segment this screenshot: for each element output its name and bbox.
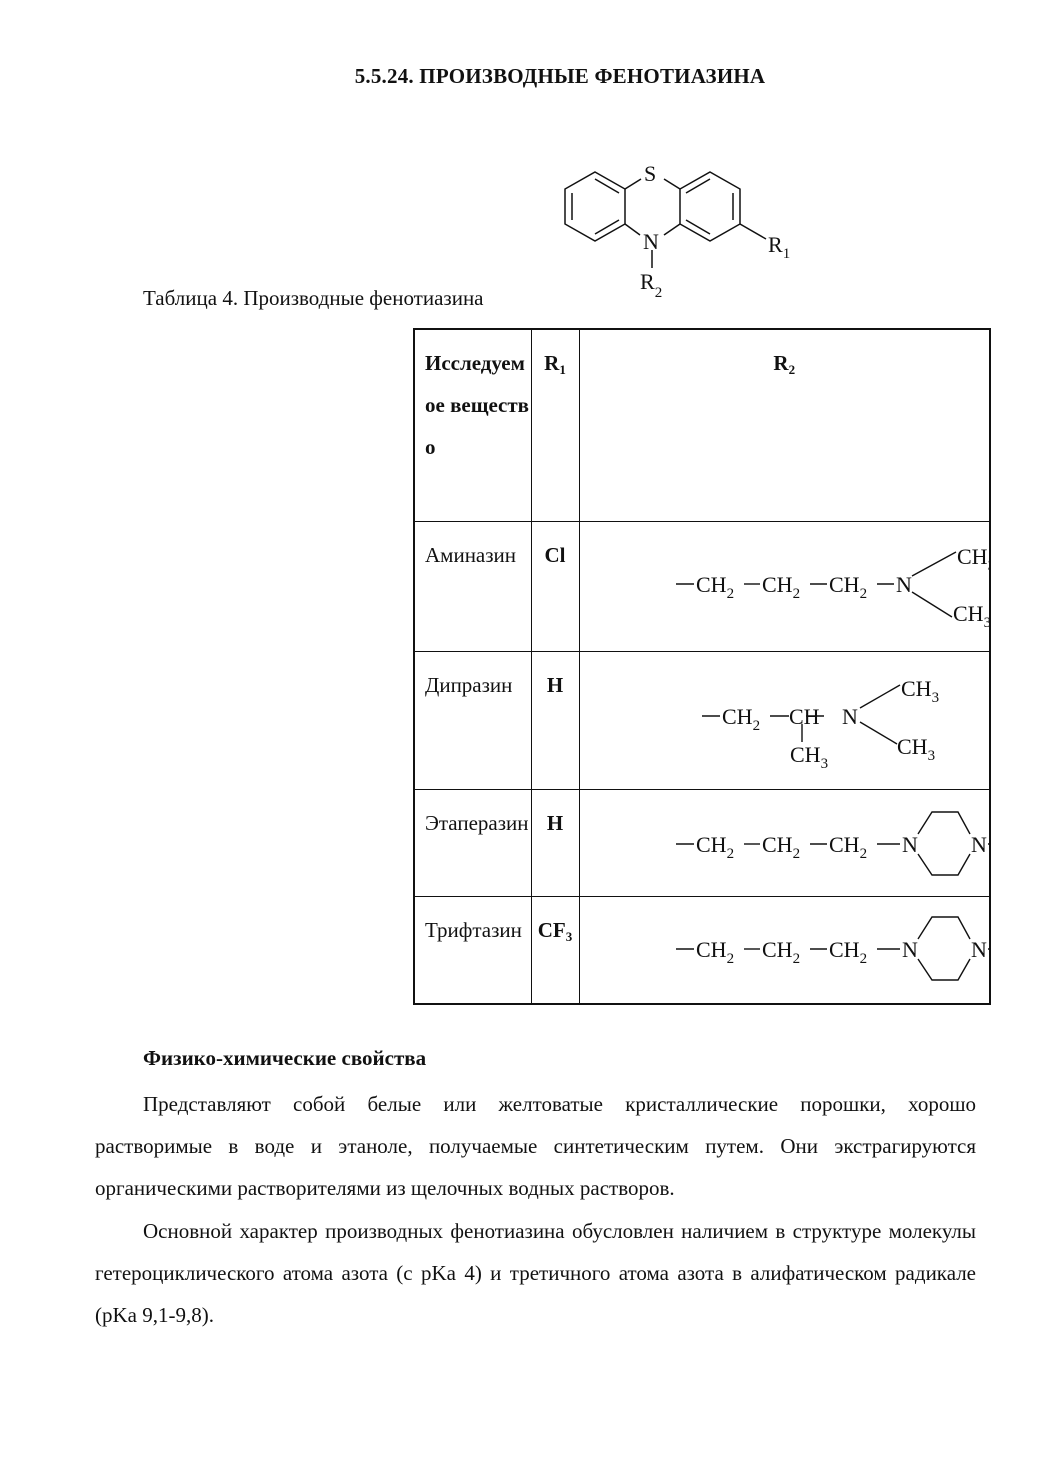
r1-value: H (531, 651, 579, 789)
section-title: Физико-химические свойства (143, 1046, 427, 1070)
table-row (414, 896, 990, 1004)
svg-text:CH2: $CH_2$ (695, 936, 734, 967)
table-row (414, 789, 990, 896)
page-heading: 5.5.24. ПРОИЗВОДНЫЕ ФЕНОТИАЗИНА (354, 64, 766, 88)
sulfur-atom-label: S (644, 161, 657, 186)
svg-text:CH2: $CH_2$ (828, 571, 867, 602)
r1-label: $R_1$ (768, 232, 791, 262)
header-substance: Исследуемое вещество (414, 329, 531, 521)
svg-text:N: N (901, 936, 918, 962)
header-r1: $R_1$ (531, 329, 579, 521)
svg-text:CH: CH (788, 703, 820, 729)
svg-text:CH2: $CH_2$ (828, 936, 867, 967)
svg-text:CH3: $CH_3$ (896, 733, 935, 764)
svg-text:CH2: $CH_2$ (761, 936, 800, 967)
svg-text:CH2: $CH_2$ (721, 703, 760, 734)
svg-text:CH2: $CH_2$ (695, 571, 734, 602)
svg-text:N: N (901, 831, 918, 857)
r1-value: H (531, 789, 579, 896)
r1-value: Cl (531, 521, 579, 651)
r2-structure-diprazine (579, 651, 990, 789)
svg-text:CH3: $CH_3$ (900, 675, 939, 706)
substance-name: Этаперазин (414, 789, 531, 896)
paragraph-basic-character: Основной характер производных фенотиазина обусловлен наличием в структуре молекулы гетероциклического атома азота (с pKa 4) и третичного атома азота в алифатическом радикале (pKa 9,1-9,8). (95, 1219, 976, 1327)
paragraph-properties: Представляют собой белые или желтоватые кристаллические порошки, хорошо растворимые в воде и этаноле, получаемые синтетическим путем. Они экстрагируются органическими растворителями из щелочных водных растворов. (95, 1092, 976, 1200)
substance-name: Дипразин (414, 651, 531, 789)
nitrogen-atom-label: N (643, 229, 659, 254)
svg-text:CH2: $CH_2$ (828, 831, 867, 862)
table-row (414, 651, 990, 789)
svg-text:CH3: $CH_3$ (956, 543, 995, 574)
svg-text:N: N (895, 571, 912, 597)
derivatives-table (413, 328, 995, 1005)
r2-structure-aminazine (579, 521, 995, 651)
svg-text:N: N (970, 936, 987, 962)
substance-name: Аминазин (414, 521, 531, 651)
svg-text:N: N (841, 703, 858, 729)
svg-text:CH3: $CH_3$ (952, 600, 991, 631)
svg-text:CH2: $CH_2$ (761, 831, 800, 862)
table-row (414, 521, 990, 651)
r2-structure-triftazine (579, 896, 990, 1004)
r2-label: $R_2$ (640, 269, 663, 301)
svg-text:CH3: $CH_3$ (789, 741, 828, 772)
svg-text:CH2: $CH_2$ (695, 831, 734, 862)
svg-text:CH2: $CH_2$ (761, 571, 800, 602)
table-header-row (414, 329, 990, 521)
r2-structure-etaperazine (579, 789, 990, 896)
table-caption: Таблица 4. Производные фенотиазина (143, 286, 484, 310)
header-r2: $R_2$ (579, 329, 990, 521)
phenothiazine-structure-diagram (540, 150, 810, 310)
svg-text:N: N (970, 831, 987, 857)
substance-name: Трифтазин (414, 896, 531, 1004)
r1-value: $CF_3$ (531, 896, 579, 1004)
